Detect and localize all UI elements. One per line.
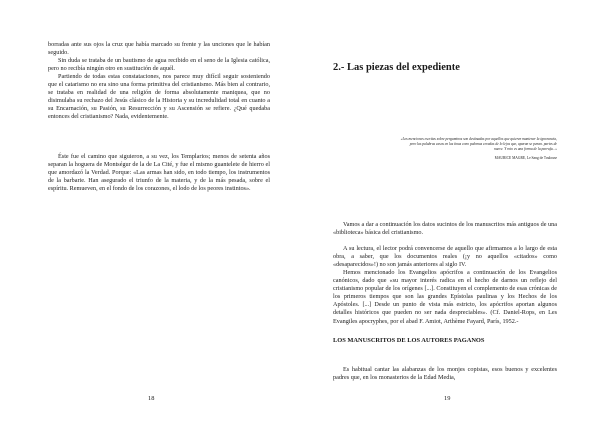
body-paragraph: Partiendo de todas estas constataciones, nos parece muy difícil seguir sosteniendo que el catarismo no era sino una forma primitiva del cristianismo. Más bien al contrario, se trataba en realidad de una religión de forma absolutamente maniquea, que no disimulaba su rechazo del Jesús clásico de la Historia y su incredulidad total en cuanto a su Encarnación, su Pasión, su Resurrección y su Ascensión se refiere. ¿Qué quedaba entonces del cristianismo? Nada, evidentemente. (48, 73, 270, 121)
body-paragraph: A su lectura, el lector podrá convencerse de aquello que afirmamos a lo largo de esta obra, a saber, que los documentos reales (¡y no aquellos «citados» como «desaparecidos»!) no son jamás anteriores al siglo IV. (333, 245, 557, 269)
body-paragraph: Éste fue el camino que siguieron, a su vez, los Templarios; menos de setenta años separan la hoguera de Montségur de la de La Cité, y fue el mismo guantelete de hierro el que amordazó la Verdad. Porque: «Las armas han sido, en todo tiempo, los instrumentos de la barbarie. Han asegurado el triunfo de la materia, y de la más pesada, sobre el espíritu. Remueven, en el fondo de los corazones, el lodo de los peores instintos». (48, 153, 270, 193)
body-paragraph: Hemos mencionado los Evangelios apócrifos a continuación de los Evangelios canónicos, dado que «su mayor interés radica en el hecho de darnos un reflejo del cristianismo popular de los orígenes [...]. Constituyen el complemento de esas crónicas de los primeros tiempos que son las grandes Epístolas paulinas y los Hechos de los Apóstoles. [...] Desde un punto de vista más estricto, los apócrifos aportan algunos detalles históricos que pueden no ser nada despreciables». (Cf. Daniel-Rops, en Les Evangiles apocryphes, por el abad F. Amiot, Arthème Fayard, París, 1952.- (333, 269, 557, 325)
section-heading: LOS MANUSCRITOS DE LOS AUTORES PAGANOS (333, 337, 485, 344)
page-number: 18 (148, 395, 155, 402)
body-paragraph: borradas ante sus ojos la cruz que había marcado su frente y las unciones que le habían seguido. (48, 41, 270, 57)
right-page (300, 0, 600, 426)
epigraph-attribution: MAURICE MAGRE, Le Sang de Toulouse (494, 156, 557, 160)
body-paragraph: Es habitual cantar las alabanzas de los monjes copistas, esos buenos y excelentes padres que, en los monasterios de la Edad Media, (333, 366, 557, 382)
body-paragraph: Sin duda se trataba de un bautismo de agua recibido en el seno de la Iglesia católica, pero no recibía ningún otro en sustitución de aquél. (48, 57, 270, 73)
page-number: 19 (444, 395, 451, 402)
chapter-title: 2.- Las piezas del expediente (333, 62, 460, 73)
epigraph-quote: «Los menciones escritas sobre pergaminos son destinadas por aquellos que quieren mantener la ignorancia, pero las palabras casos en las tinas cono palomas ceradas de lo lejos que, aparan se penan. partes de nueve. Y roto es una forma de la parrafa...» (400, 137, 557, 151)
body-paragraph: Vamos a dar a continuación los datos sucintos de los manuscritos más antiguos de una «biblioteca» básica del cristianismo. (333, 221, 557, 237)
